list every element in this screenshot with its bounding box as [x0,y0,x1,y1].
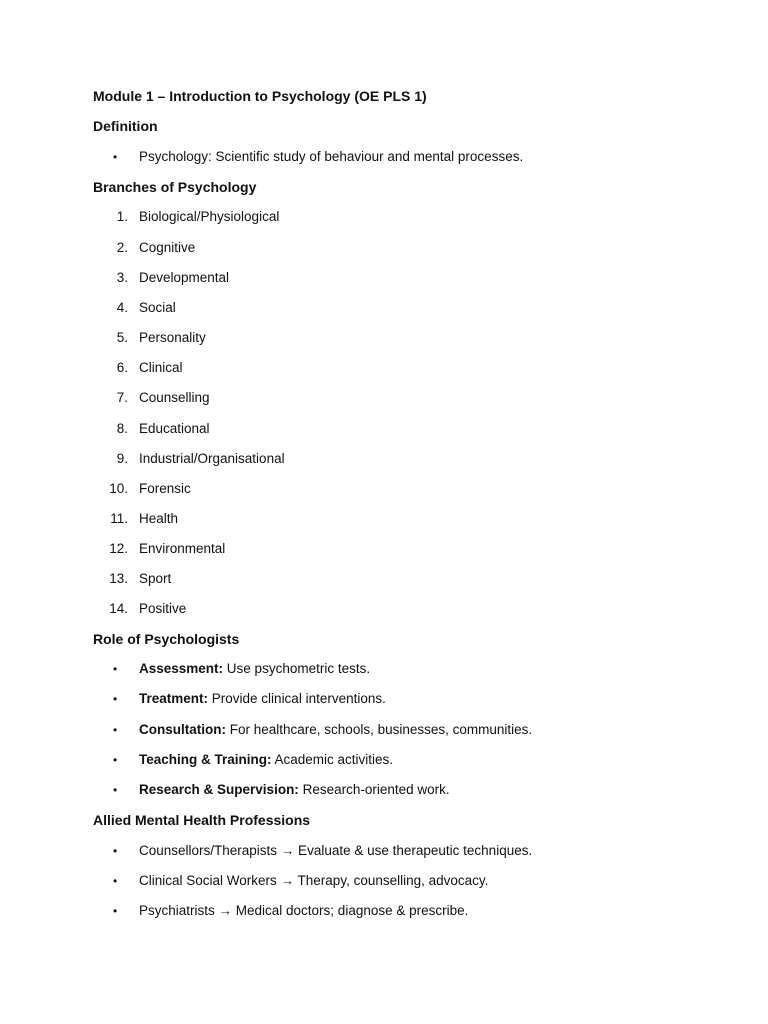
document-title: Module 1 – Introduction to Psychology (OE PLS 1) [93,88,427,104]
list-number: 4. [116,300,128,315]
list-item-text: Educational [139,421,210,436]
list-number: 9. [116,451,128,466]
list-item-text [139,751,393,769]
list-number: 3. [116,270,128,285]
role-description: Research-oriented work. [298,782,450,797]
list-item-text: Psychiatrists → Medical doctors; diagnose & prescribe. [139,903,469,918]
bullet-icon: • [113,662,118,676]
numbered-list-item [0,480,768,498]
list-item [0,902,768,920]
list-item [0,148,768,166]
list-item-text: Health [139,511,179,526]
list-item-text [139,721,532,739]
list-item [0,690,768,708]
list-number: 12. [109,541,128,556]
numbered-list-item [0,269,768,287]
bullet-icon: • [113,150,118,164]
bullet-icon: • [113,844,118,858]
numbered-list-item [0,450,768,468]
list-item-text: Positive [139,601,187,616]
numbered-list-item [0,540,768,558]
role-term: Assessment: [139,661,224,676]
list-item-text [139,660,370,678]
role-term: Consultation: [139,722,226,737]
list-number: 11. [110,511,128,526]
list-item [0,842,768,860]
list-item [0,751,768,769]
numbered-list-item [0,510,768,528]
list-number: 5. [116,330,128,345]
section-heading-allied: Allied Mental Health Professions [93,812,311,828]
list-item-text: Social [139,300,176,315]
numbered-list-item [0,329,768,347]
bullet-icon: • [113,874,118,888]
numbered-list-item [0,359,768,377]
role-term: Teaching & Training: [139,752,272,767]
bullet-icon: • [113,692,118,706]
list-number: 2. [116,240,128,255]
list-item [0,660,768,678]
list-item [0,781,768,799]
list-item-text: Forensic [139,481,191,496]
list-item-text: Biological/Physiological [139,209,280,224]
list-item-text: Clinical [139,360,183,375]
role-description: Provide clinical interventions. [208,691,386,706]
list-item [0,721,768,739]
list-number: 10. [109,481,128,496]
list-number: 8. [116,421,128,436]
numbered-list-item [0,420,768,438]
list-item-text: Cognitive [139,240,196,255]
numbered-list-item [0,570,768,588]
list-number: 13. [109,571,128,586]
numbered-list-item [0,389,768,407]
role-term: Research & Supervision: [139,782,299,797]
list-number: 7. [116,390,128,405]
bullet-icon: • [113,783,118,797]
list-item-text: Clinical Social Workers → Therapy, counselling, advocacy. [139,873,489,888]
list-item-text: Industrial/Organisational [139,451,285,466]
list-item-text [139,781,450,799]
list-item-text: Personality [139,330,206,345]
list-item-text: Developmental [139,270,230,285]
list-number: 1. [116,209,128,224]
list-number: 6. [116,360,128,375]
list-item-text: Counsellors/Therapists → Evaluate & use therapeutic techniques. [139,843,533,858]
bullet-icon: • [113,904,118,918]
list-item-text: Environmental [139,541,226,556]
role-description: Use psychometric tests. [223,661,371,676]
section-heading-branches: Branches of Psychology [93,179,257,195]
list-item-text: Psychology: Scientific study of behaviour and mental processes. [139,149,524,164]
numbered-list-item [0,239,768,257]
section-heading-definition: Definition [93,118,158,134]
list-item-text: Counselling [139,390,210,405]
list-item [0,872,768,890]
list-item-text: Sport [139,571,172,586]
bullet-icon: • [113,753,118,767]
section-heading-roles: Role of Psychologists [93,631,240,647]
numbered-list-item [0,299,768,317]
numbered-list-item [0,600,768,618]
role-description: Academic activities. [271,752,394,767]
role-term: Treatment: [139,691,209,706]
numbered-list-item [0,208,768,226]
list-number: 14. [109,601,128,616]
role-description: For healthcare, schools, businesses, communities. [226,722,533,737]
list-item-text [139,690,386,708]
bullet-icon: • [113,723,118,737]
